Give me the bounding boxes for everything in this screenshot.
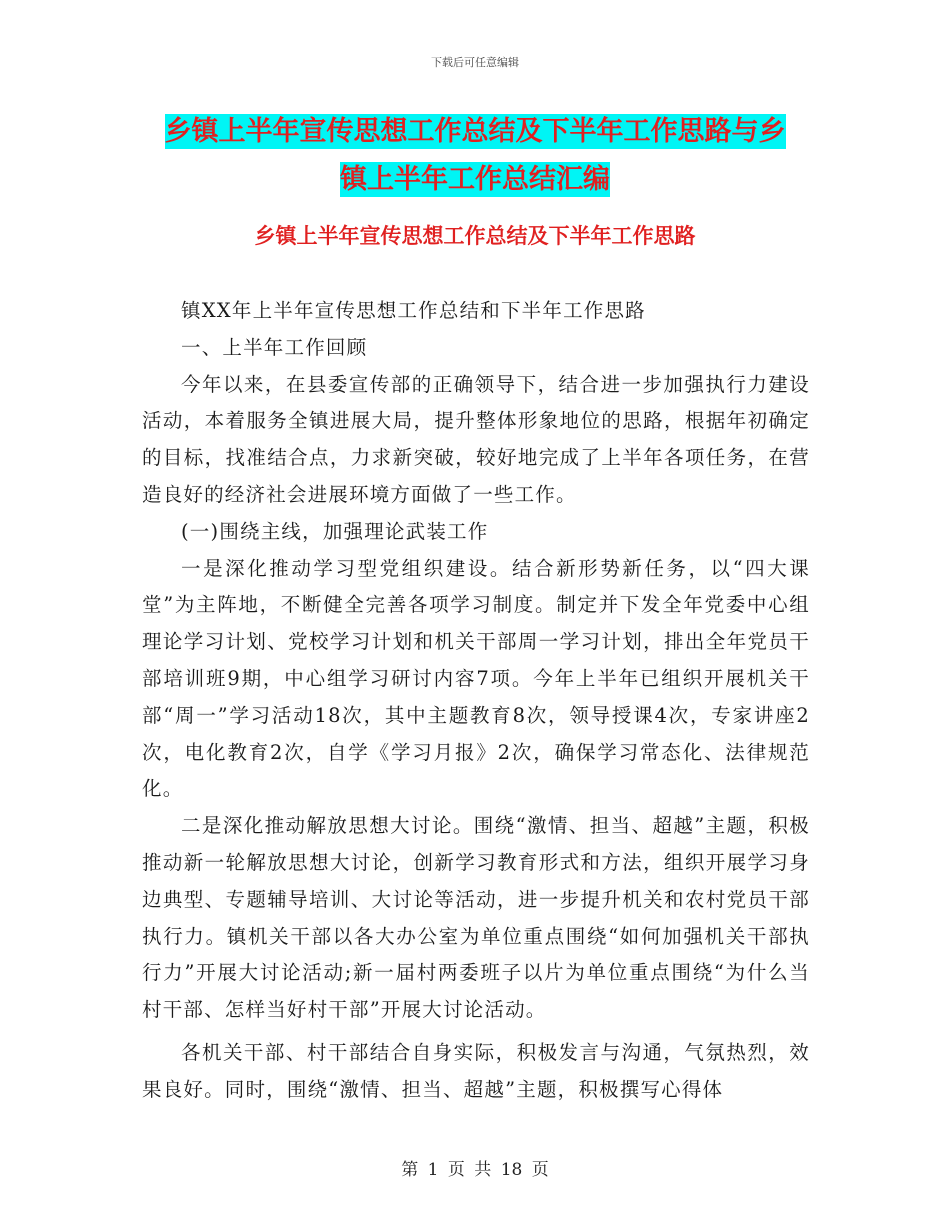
document-title: [120, 108, 830, 204]
section-title: 乡镇上半年宣传思想工作总结及下半年工作思路: [254, 224, 696, 248]
document-body: [142, 293, 810, 1109]
paragraph: 二是深化推动解放思想大讨论。围绕“激情、担当、超越”主题，积极推动新一轮解放思想大讨论，创新学习教育形式和方法，组织开展学习身边典型、专题辅导培训、大讨论等活动，进一步提升机关和农村党员干部执行力。镇机关干部以各大办公室为单位重点围绕“如何加强机关干部执行力”开展大讨论活动;新一届村两委班子以片为单位重点围绕“为什么当村干部、怎样当好村干部”开展大讨论活动。: [142, 814, 810, 1022]
paragraph: 镇XX年上半年宣传思想工作总结和下半年工作思路: [181, 299, 646, 322]
paragraph: (一)围绕主线，加强理论武装工作: [181, 519, 489, 543]
paragraph: 一是深化推动学习型党组织建设。结合新形势新任务，以“四大课堂”为主阵地，不断健全完善各项学习制度。制定并下发全年党委中心组理论学习计划、党校学习计划和机关干部周一学习计划，排出全年党员干部培训班9期，中心组学习研讨内容7项。今年上半年已组织开展机关干部“周一”学习活动18次，其中主题教育8次，领导授课4次，专家讲座2次，电化教育2次，自学《学习月报》2次，确保学习常态化、法律规范化。: [142, 556, 810, 801]
document-title-line1: 乡镇上半年宣传思想工作总结及下半年工作思路与乡: [164, 116, 786, 147]
paragraph: 一、上半年工作回顾: [181, 335, 368, 359]
paragraph: 今年以来，在县委宣传部的正确领导下，结合进一步加强执行力建设活动，本着服务全镇进展大局，提升整体形象地位的思路，根据年初确定的目标，找准结合点，力求新突破，较好地完成了上半年各项任务，在营造良好的经济社会进展环境方面做了一些工作。: [142, 372, 810, 506]
header-note: 下载后可任意编辑: [431, 56, 519, 69]
paragraph: 各机关干部、村干部结合自身实际，积极发言与沟通，气氛热烈，效果良好。同时，围绕“激情、担当、超越”主题，积极撰写心得体: [142, 1040, 810, 1101]
document-title-line2: 镇上半年工作总结汇编: [340, 164, 610, 195]
page-number: 第 1 页 共 18 页: [401, 1160, 549, 1180]
